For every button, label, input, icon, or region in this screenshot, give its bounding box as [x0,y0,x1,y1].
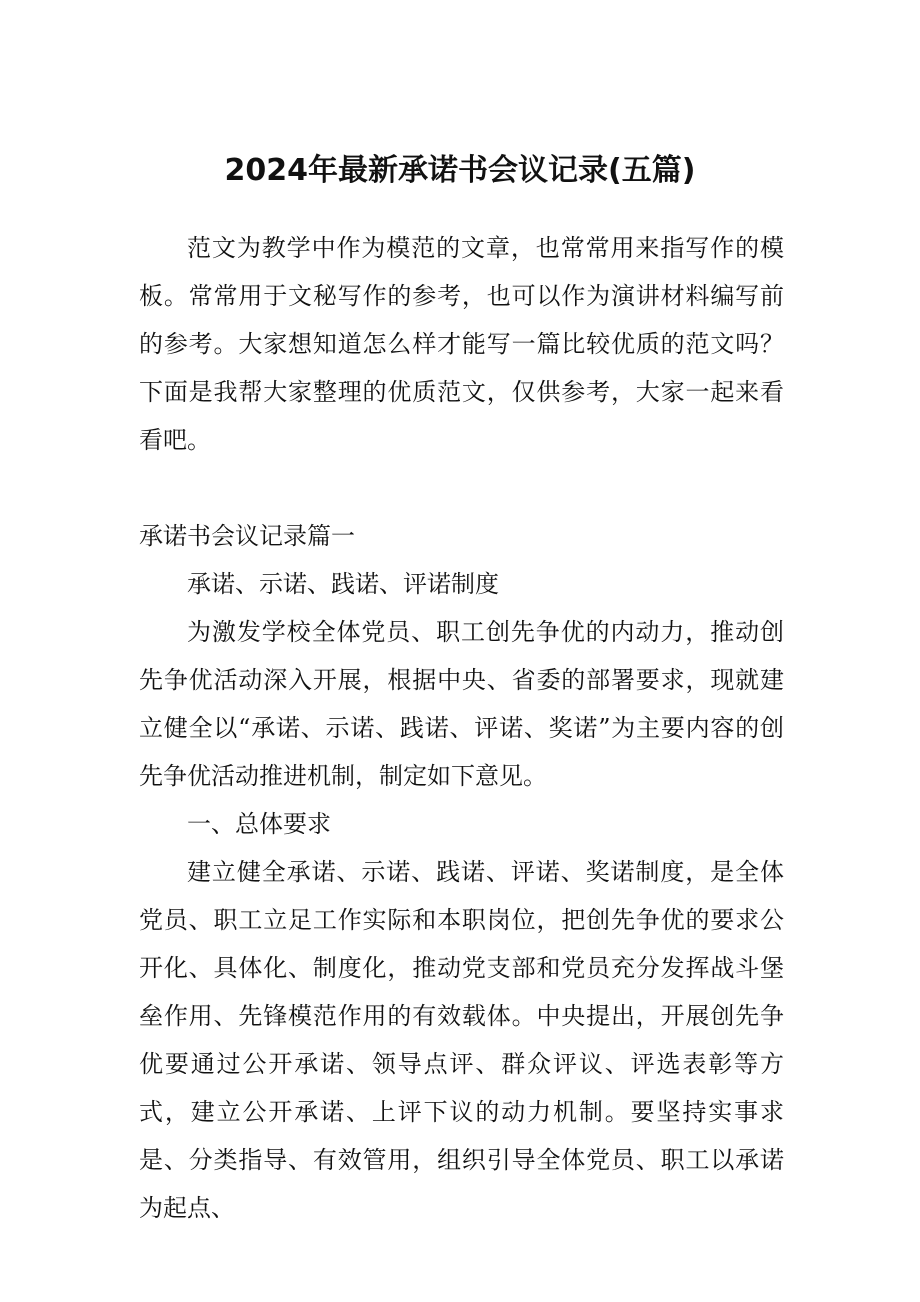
paragraph-requirements: 建立健全承诺、示诺、践诺、评诺、奖诺制度，是全体党员、职工立足工作实际和本职岗位，把创先争优的要求公开化、具体化、制度化，推动党支部和党员充分发挥战斗堡垒作用、先锋模范作用的有效载体。中央提出，开展创先争优要通过公开承诺、领导点评、群众评议、评选表彰等方式，建立公开承诺、上评下议的动力机制。要坚持实事求是、分类指导、有效管用，组织引导全体党员、职工以承诺为起点、 [139,858,784,1222]
content-block [139,512,784,1232]
intro-block [139,224,784,464]
document-title: 2024年最新承诺书会议记录(五篇) [224,153,696,188]
section-heading: 承诺书会议记录篇一 [139,522,355,550]
paragraph-purpose: 为激发学校全体党员、职工创先争优的内动力，推动创先争优活动深入开展，根据中央、省委的部署要求，现就建立健全以“承诺、示诺、践诺、评诺、奖诺”为主要内容的创先争优活动推进机制，制定如下意见。 [139,618,784,790]
subheading-system: 承诺、示诺、践诺、评诺制度 [187,570,499,598]
intro-paragraph: 范文为教学中作为模范的文章，也常常用来指写作的模板。常常用于文秘写作的参考，也可以作为演讲材料编写前的参考。大家想知道怎么样才能写一篇比较优质的范文吗？下面是我帮大家整理的优质范文，仅供参考，大家一起来看看吧。 [139,234,784,454]
subheading-general-requirements: 一、总体要求 [187,810,331,838]
